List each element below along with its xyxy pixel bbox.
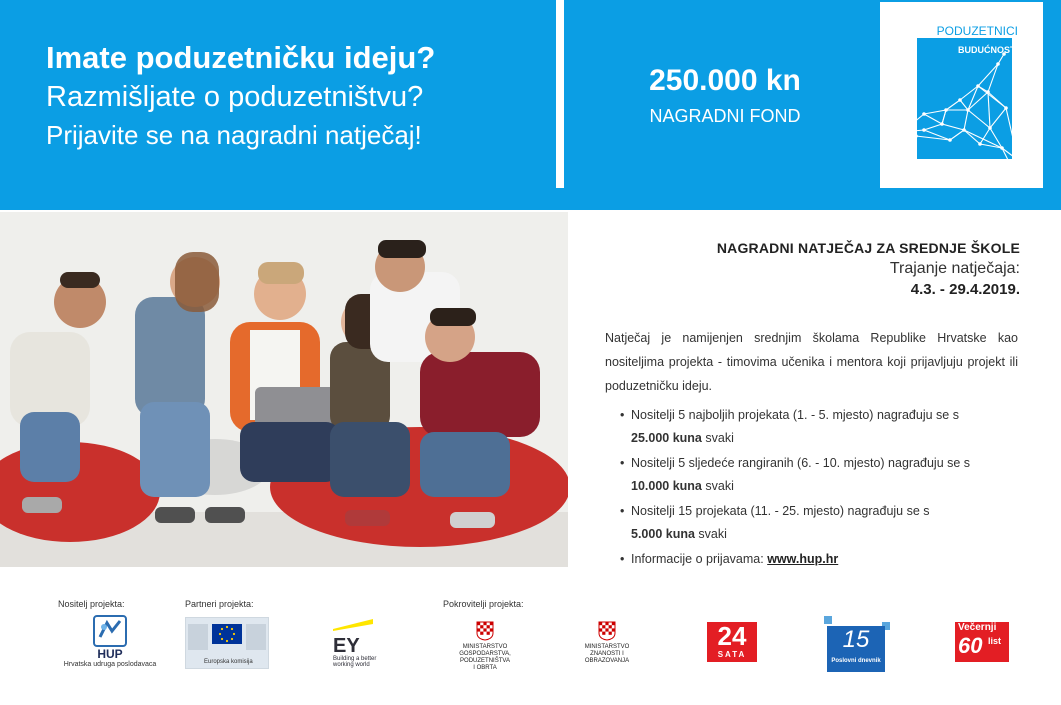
- banner-divider: [556, 0, 564, 188]
- poslovni-dnevnik-logo: [822, 616, 892, 680]
- list-item-amount: [620, 523, 1020, 546]
- prize-amount: 5.000 kuna: [631, 527, 695, 541]
- poduzetnici-buducnosti-logo: [880, 2, 1043, 188]
- ministry2-line2: ZNANOSTI I: [590, 651, 624, 657]
- prize-amount: 25.000 kuna: [631, 431, 702, 445]
- list-item: [620, 404, 1020, 427]
- pd-word: Poslovni dnevnik: [831, 658, 881, 664]
- ey-tagline-1: Building a better: [333, 656, 377, 662]
- ministry2-line3: OBRAZOVANJA: [584, 658, 630, 664]
- students-illustration: [0, 212, 568, 567]
- vl-number: 60: [958, 633, 983, 658]
- european-commission-logo: [185, 617, 269, 669]
- hup-name: HUP: [97, 647, 123, 661]
- ministry2-line1: MINISTARSTVO: [584, 644, 630, 650]
- eu-text: Europska komisija: [204, 659, 253, 665]
- bullet-text: Nositelji 5 najboljih projekata (1. - 5. mjesto) nagrađuju se s: [631, 408, 959, 422]
- list-item: [620, 452, 1020, 475]
- eu-building-icon: [186, 618, 268, 654]
- bird-icon: [894, 52, 1024, 167]
- vl-word: list: [988, 636, 1002, 646]
- intro-paragraph: Natječaj je namijenjen srednjim školama Republike Hrvatske kao nositeljima projekta - timovima učenika i mentora koji prijavljuju projekt ili poduzetničku ideju.: [605, 331, 1018, 393]
- ministry1-line3: PODUZETNIŠTVA: [460, 658, 510, 664]
- hup-emblem-icon: [93, 615, 127, 647]
- prize-fund-label: NAGRADNI FOND: [649, 106, 801, 126]
- competition-title: NAGRADNI NATJEČAJ ZA SREDNJE ŠKOLE: [716, 240, 1020, 256]
- duration-label: Trajanje natječaja:: [889, 260, 1020, 277]
- ministry-education-logo: [572, 619, 642, 665]
- vecernji-list-logo: [955, 622, 1009, 662]
- ey-beam-icon: [333, 619, 373, 631]
- headline-question: Imate poduzetničku ideju?: [46, 40, 436, 75]
- pd-number: 15: [842, 626, 870, 653]
- list-item: [620, 548, 1020, 571]
- ministry1-line1: MINISTARSTVO: [462, 644, 508, 650]
- croatian-coat-of-arms-icon: [598, 619, 616, 641]
- logo-text-buducnosti: BUDUĆNOSTI: [958, 45, 1018, 55]
- logo-text-poduzetnici: PODUZETNICI: [916, 24, 1020, 38]
- vl-name: Večernji: [958, 622, 997, 633]
- pd-square-decor: [824, 616, 832, 624]
- headline-apply: Prijavite se na nagradni natječaj!: [46, 120, 422, 150]
- bullet-text: Nositelji 5 sljedeće rangiranih (6. - 10. mjesto) nagrađuju se s: [631, 456, 971, 470]
- info-header: [590, 240, 1020, 298]
- ministry1-line4: I OBRTA: [473, 665, 497, 671]
- ey-logo: [333, 618, 383, 668]
- 24sata-number: 24: [717, 621, 747, 651]
- 24sata-word: SATA: [717, 650, 747, 659]
- ey-name: EY: [333, 635, 360, 657]
- hup-website-link[interactable]: www.hup.hr: [767, 552, 839, 566]
- prize-list: [620, 404, 1020, 571]
- prize-fund-amount: 250.000 kn: [649, 64, 801, 97]
- ministry-economy-logo: [445, 619, 525, 672]
- holder-label: Nositelj projekta:: [58, 599, 125, 609]
- list-item: [620, 500, 1020, 523]
- prize-suffix: svaki: [705, 479, 734, 493]
- info-label: Informacije o prijavama:: [631, 552, 764, 566]
- ey-tagline-2: working world: [333, 662, 370, 668]
- hup-fullname: Hrvatska udruga poslodavaca: [63, 661, 157, 668]
- sponsors-label: Pokrovitelji projekta:: [443, 599, 524, 609]
- duration-dates: 4.3. - 29.4.2019.: [910, 281, 1020, 298]
- partners-label: Partneri projekta:: [185, 599, 254, 609]
- list-item-amount: [620, 427, 1020, 450]
- 24sata-logo: [707, 622, 757, 662]
- prize-suffix: svaki: [698, 527, 727, 541]
- bullet-text: Nositelji 15 projekata (11. - 25. mjesto) nagrađuju se s: [631, 504, 930, 518]
- ministry1-line2: GOSPODARSTVA,: [459, 651, 511, 657]
- list-item-amount: [620, 475, 1020, 498]
- croatian-coat-of-arms-icon: [476, 619, 494, 641]
- prize-suffix: svaki: [705, 431, 734, 445]
- students-photo: [0, 212, 568, 567]
- hup-logo: [55, 615, 165, 668]
- prize-amount: 10.000 kuna: [631, 479, 702, 493]
- headline-thinking: Razmišljate o poduzetništvu?: [46, 81, 424, 113]
